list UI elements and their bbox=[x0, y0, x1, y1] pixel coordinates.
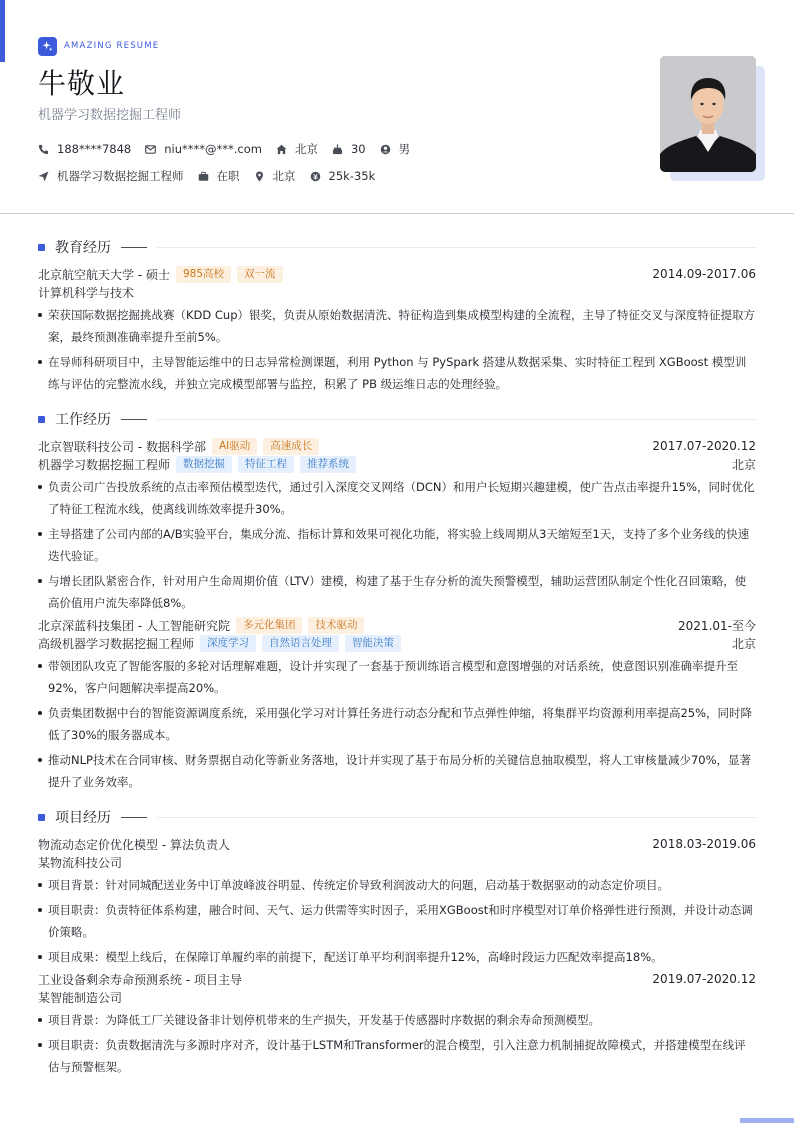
education-heading bbox=[38, 265, 756, 283]
work-location: 北京 bbox=[731, 636, 756, 651]
section-marker bbox=[38, 416, 45, 423]
project-bullet: 项目职责：负责数据清洗与多源时序对齐，设计基于LSTM和Transformer的混合模型，引入注意力机制捕捉故障模式，并搭建模型在线评估与预警框架。 bbox=[38, 1034, 756, 1078]
cake-icon bbox=[332, 144, 343, 155]
work-section bbox=[38, 408, 756, 793]
work-bullet: 负责公司广告投放系统的点击率预估模型迭代，通过引入深度交叉网络（DCN）和用户长短期兴趣建模，使广告点击率提升15%，同时优化了特征工程流水线，使离线训练效率提升30%。 bbox=[38, 476, 756, 520]
gender-text: 男 bbox=[398, 142, 411, 156]
contact-row bbox=[38, 140, 758, 158]
school-tag: 985高校 bbox=[176, 266, 231, 283]
section-line bbox=[157, 419, 756, 420]
candidate-name: 牛敬业 bbox=[38, 67, 126, 100]
project-bullet: 项目成果：模型上线后，在保障订单履约率的前提下，配送订单平均利润率提升12%，高峰时段运力匹配效率提高18%。 bbox=[38, 946, 756, 968]
section-title: 工作经历 bbox=[55, 412, 111, 428]
major-row bbox=[38, 283, 756, 301]
project-org-row bbox=[38, 988, 756, 1006]
education-bullet: 荣获国际数据挖掘挑战赛（KDD Cup）银奖，负责从原始数据清洗、特征构造到集成模型构建的全流程，主导了特征交叉与深度特征提取方案，最终预测准确率提升至前5%。 bbox=[38, 304, 756, 348]
project-item bbox=[38, 970, 756, 1078]
target-city-item bbox=[254, 168, 296, 184]
work-item bbox=[38, 437, 756, 614]
section-header bbox=[38, 408, 756, 430]
resume-header bbox=[38, 36, 758, 185]
target-city-text: 北京 bbox=[272, 169, 296, 183]
briefcase-icon bbox=[198, 171, 209, 182]
role-tag: 数据挖掘 bbox=[176, 456, 232, 473]
project-item bbox=[38, 835, 756, 968]
project-name: 工业设备剩余寿命预测系统 - 项目主导 bbox=[38, 972, 242, 987]
project-org: 某智能制造公司 bbox=[38, 990, 123, 1005]
brand bbox=[38, 36, 758, 56]
project-bullet: 项目职责：负责特征体系构建，融合时间、天气、运力供需等实时因子，采用XGBoost和时序模型对订单价格弹性进行预测，并设计动态调价策略。 bbox=[38, 899, 756, 943]
company-tag: 多元化集团 bbox=[236, 617, 303, 634]
bottom-accent-bar bbox=[740, 1118, 794, 1123]
project-org-row bbox=[38, 853, 756, 871]
age-text: 30 bbox=[350, 142, 366, 156]
status-text: 在职 bbox=[216, 169, 240, 183]
section-title: 项目经历 bbox=[55, 810, 111, 826]
target-job-text: 机器学习数据挖掘工程师 bbox=[57, 169, 184, 183]
age-item bbox=[332, 142, 366, 156]
candidate-title: 机器学习数据挖掘工程师 bbox=[38, 108, 182, 123]
section-line bbox=[157, 247, 756, 248]
project-heading bbox=[38, 970, 756, 988]
project-date: 2019.07-2020.12 bbox=[652, 972, 756, 986]
header-divider bbox=[0, 213, 794, 214]
company-tag: 高速成长 bbox=[263, 438, 319, 455]
user-circle-icon bbox=[380, 144, 391, 155]
work-bullet: 带领团队攻克了智能客服的多轮对话理解难题，设计并实现了一套基于预训练语言模型和意图增强的对话系统，使意图识别准确率提升至92%，客户问题解决率提高20%。 bbox=[38, 655, 756, 699]
role-tag: 智能决策 bbox=[345, 635, 401, 652]
work-date: 2021.01-至今 bbox=[678, 618, 756, 633]
company-tag: 技术驱动 bbox=[308, 617, 364, 634]
school-name: 北京航空航天大学 - 硕士 bbox=[38, 267, 170, 282]
work-date: 2017.07-2020.12 bbox=[652, 439, 756, 453]
work-item bbox=[38, 616, 756, 793]
work-bullet: 推动NLP技术在合同审核、财务票据自动化等新业务落地，设计并实现了基于布局分析的关键信息抽取模型，将人工审核量减少70%，显著提升了业务效率。 bbox=[38, 749, 756, 793]
section-rule bbox=[121, 247, 147, 248]
project-date: 2018.03-2019.06 bbox=[652, 837, 756, 851]
section-header bbox=[38, 806, 756, 828]
work-bullet: 主导搭建了公司内部的A/B实验平台，集成分流、指标计算和效果可视化功能，将实验上线周期从3天缩短至1天，支持了多个业务线的快速迭代验证。 bbox=[38, 523, 756, 567]
status-item bbox=[198, 168, 240, 184]
work-location: 北京 bbox=[731, 457, 756, 472]
email-item bbox=[145, 142, 262, 156]
mail-icon bbox=[145, 144, 156, 155]
projects-section bbox=[38, 806, 756, 1078]
sparkle-icon bbox=[38, 37, 57, 56]
school-tag: 双一流 bbox=[237, 266, 283, 283]
city-item bbox=[276, 141, 318, 157]
company-tag: AI驱动 bbox=[212, 438, 257, 455]
role-tag: 特征工程 bbox=[238, 456, 294, 473]
education-date: 2014.09-2017.06 bbox=[652, 267, 756, 281]
project-bullet: 项目背景：为降低工厂关键设备非计划停机带来的生产损失，开发基于传感器时序数据的剩余寿命预测模型。 bbox=[38, 1009, 756, 1031]
project-name: 物流动态定价优化模型 - 算法负责人 bbox=[38, 837, 230, 852]
company-row bbox=[38, 437, 756, 455]
salary-text: 25k-35k bbox=[328, 169, 376, 183]
accent-bar bbox=[0, 0, 5, 62]
education-bullet: 在导师科研项目中，主导智能运维中的日志异常检测课题，利用 Python 与 PySpark 搭建从数据采集、实时特征工程到 XGBoost 模型训练与评估的完整流水线，并独立完成模型部署与监控，积累了 PB 级运维日志的处理经验。 bbox=[38, 351, 756, 395]
role-name: 高级机器学习数据挖掘工程师 bbox=[38, 636, 195, 651]
home-icon bbox=[276, 144, 287, 155]
send-icon bbox=[38, 171, 49, 182]
section-rule bbox=[121, 817, 147, 818]
company-name: 北京智联科技公司 - 数据科学部 bbox=[38, 439, 206, 454]
city-text: 北京 bbox=[294, 142, 318, 156]
role-tag: 推荐系统 bbox=[300, 456, 356, 473]
role-tag: 自然语言处理 bbox=[262, 635, 339, 652]
profile-photo bbox=[660, 56, 756, 172]
section-marker bbox=[38, 244, 45, 251]
role-row bbox=[38, 455, 756, 473]
role-tag: 深度学习 bbox=[200, 635, 256, 652]
section-marker bbox=[38, 814, 45, 821]
project-heading bbox=[38, 835, 756, 853]
role-row bbox=[38, 634, 756, 652]
resume-body bbox=[38, 236, 756, 1078]
email-text: niu****@***.com bbox=[164, 142, 262, 156]
brand-text: AMAZING RESUME bbox=[64, 41, 160, 51]
job-intent-row bbox=[38, 167, 758, 185]
project-bullet: 项目背景：针对同城配送业务中订单波峰波谷明显、传统定价导致利润波动大的问题，启动基于数据驱动的动态定价项目。 bbox=[38, 874, 756, 896]
money-icon bbox=[310, 171, 321, 182]
phone-icon bbox=[38, 144, 49, 155]
gender-item bbox=[380, 141, 411, 157]
work-bullet: 与增长团队紧密合作，针对用户生命周期价值（LTV）建模，构建了基于生存分析的流失预警模型，辅助运营团队制定个性化召回策略，使高价值用户流失率降低8%。 bbox=[38, 570, 756, 614]
target-job-item bbox=[38, 168, 184, 184]
section-header bbox=[38, 236, 756, 258]
education-item bbox=[38, 265, 756, 395]
education-section bbox=[38, 236, 756, 395]
salary-item bbox=[310, 169, 376, 183]
section-rule bbox=[121, 419, 147, 420]
section-title: 教育经历 bbox=[55, 240, 111, 256]
phone-text: 188****7848 bbox=[57, 142, 132, 156]
location-pin-icon bbox=[254, 171, 265, 182]
work-bullet: 负责集团数据中台的智能资源调度系统，采用强化学习对计算任务进行动态分配和节点弹性伸缩，将集群平均资源利用率提高25%，同时降低了30%的服务器成本。 bbox=[38, 702, 756, 746]
major-name: 计算机科学与技术 bbox=[38, 285, 135, 300]
section-line bbox=[157, 817, 756, 818]
role-name: 机器学习数据挖掘工程师 bbox=[38, 457, 171, 472]
phone-item bbox=[38, 142, 131, 156]
project-org: 某物流科技公司 bbox=[38, 855, 123, 870]
company-row bbox=[38, 616, 756, 634]
company-name: 北京深蓝科技集团 - 人工智能研究院 bbox=[38, 618, 230, 633]
